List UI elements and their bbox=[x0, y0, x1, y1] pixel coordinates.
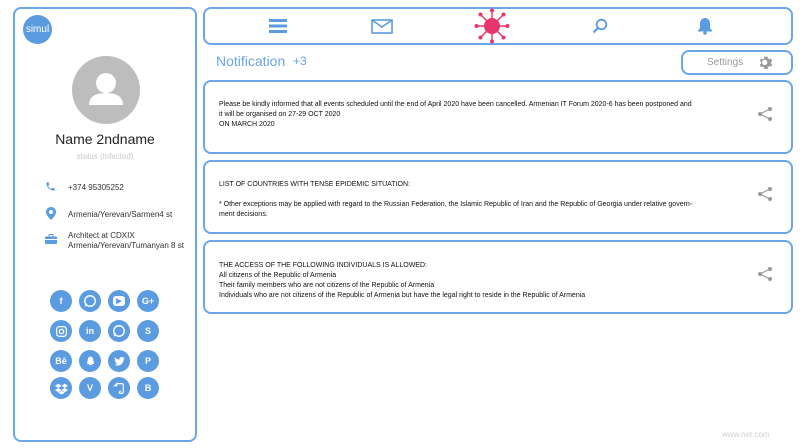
gear-icon bbox=[758, 55, 774, 71]
youtube-glyph: ▶ bbox=[113, 296, 124, 306]
search-icon[interactable] bbox=[590, 9, 610, 43]
facebook-icon[interactable]: f bbox=[50, 290, 72, 312]
skype-icon[interactable]: S bbox=[137, 320, 159, 342]
notification-text bbox=[219, 180, 699, 220]
share-icon[interactable] bbox=[757, 266, 773, 282]
phone-number: +374 95305252 bbox=[68, 183, 124, 192]
behance-icon[interactable]: Bē bbox=[50, 350, 72, 372]
user-name: Name 2ndname bbox=[55, 131, 155, 147]
notification-line: * Other exceptions may be applied with regard to the Russian Federation, the Islamic Republic of Iran and the Republic of Georgia under relative govern- bbox=[219, 201, 693, 208]
evernote-icon[interactable] bbox=[108, 377, 130, 399]
virus-icon[interactable] bbox=[473, 9, 511, 43]
share-icon[interactable] bbox=[757, 186, 773, 202]
user-icon bbox=[72, 56, 140, 124]
work-info bbox=[68, 231, 184, 251]
notification-line: All citizens of the Republic of Armenia bbox=[219, 272, 337, 279]
notification-line: LIST OF COUNTRIES WITH TENSE EPIDEMIC SITUATION: bbox=[219, 181, 410, 188]
pinterest-icon[interactable]: P bbox=[137, 350, 159, 372]
vimeo-icon[interactable]: V bbox=[79, 377, 101, 399]
watermark: www.net.com bbox=[722, 430, 770, 439]
work-title: Architect at CDXIX bbox=[68, 231, 135, 240]
blogger-icon[interactable]: B bbox=[137, 377, 159, 399]
location-icon bbox=[46, 207, 56, 220]
notification-line bbox=[219, 190, 699, 200]
notification-line: ON MARCH 2020 bbox=[219, 121, 275, 128]
notification-text bbox=[219, 261, 699, 301]
notification-text bbox=[219, 100, 699, 130]
work-address: Armenia/Yerevan/Tumanyan 8 st bbox=[68, 241, 184, 250]
dropbox-icon[interactable] bbox=[50, 377, 72, 399]
profile-sidebar bbox=[13, 7, 197, 442]
menu-icon[interactable] bbox=[268, 9, 288, 43]
notification-card[interactable] bbox=[203, 80, 793, 154]
address: Armenia/Yerevan/Sarmen4 st bbox=[68, 210, 173, 219]
notification-line: Individuals who are not citizens of the Republic of Armenia but have the legal right to reside in the Republic of Armenia bbox=[219, 292, 586, 299]
avatar[interactable] bbox=[72, 56, 140, 124]
google-plus-icon[interactable]: G+ bbox=[137, 290, 159, 312]
app-logo[interactable]: simul bbox=[23, 15, 52, 44]
whatsapp-icon[interactable] bbox=[108, 320, 130, 342]
notification-count: +3 bbox=[293, 54, 307, 68]
instagram-icon[interactable] bbox=[50, 320, 72, 342]
phone-icon bbox=[45, 181, 56, 192]
notification-line: it will be organised on 27-29 OCT 2020 bbox=[219, 111, 341, 118]
notification-title: Notification bbox=[216, 53, 286, 69]
notification-line: Their family members who are not citizens of the Republic of Armenia bbox=[219, 282, 435, 289]
snapchat-icon[interactable] bbox=[79, 350, 101, 372]
notification-line: ment decisions. bbox=[219, 211, 268, 218]
twitter-icon[interactable] bbox=[108, 350, 130, 372]
notification-card[interactable] bbox=[203, 240, 793, 314]
top-navigation bbox=[203, 7, 793, 45]
settings-button[interactable] bbox=[681, 50, 793, 75]
mail-icon[interactable] bbox=[370, 9, 394, 43]
linkedin-icon[interactable]: in bbox=[79, 320, 101, 342]
settings-label: Settings bbox=[707, 57, 744, 68]
youtube-icon[interactable] bbox=[108, 290, 130, 312]
share-icon[interactable] bbox=[757, 106, 773, 122]
briefcase-icon bbox=[45, 234, 57, 244]
whatsapp-icon[interactable] bbox=[79, 290, 101, 312]
notification-card[interactable] bbox=[203, 160, 793, 234]
notification-line: Please be kindly informed that all events scheduled until the end of April 2020 have been cancelled. Armenian IT Forum 2020-6 has been postponed and bbox=[219, 101, 692, 108]
notification-line: THE ACCESS OF THE FOLLOWING INDIVIDUALS IS ALLOWED: bbox=[219, 262, 427, 269]
bell-icon[interactable] bbox=[695, 9, 715, 43]
user-status: status (infected) bbox=[76, 152, 134, 161]
